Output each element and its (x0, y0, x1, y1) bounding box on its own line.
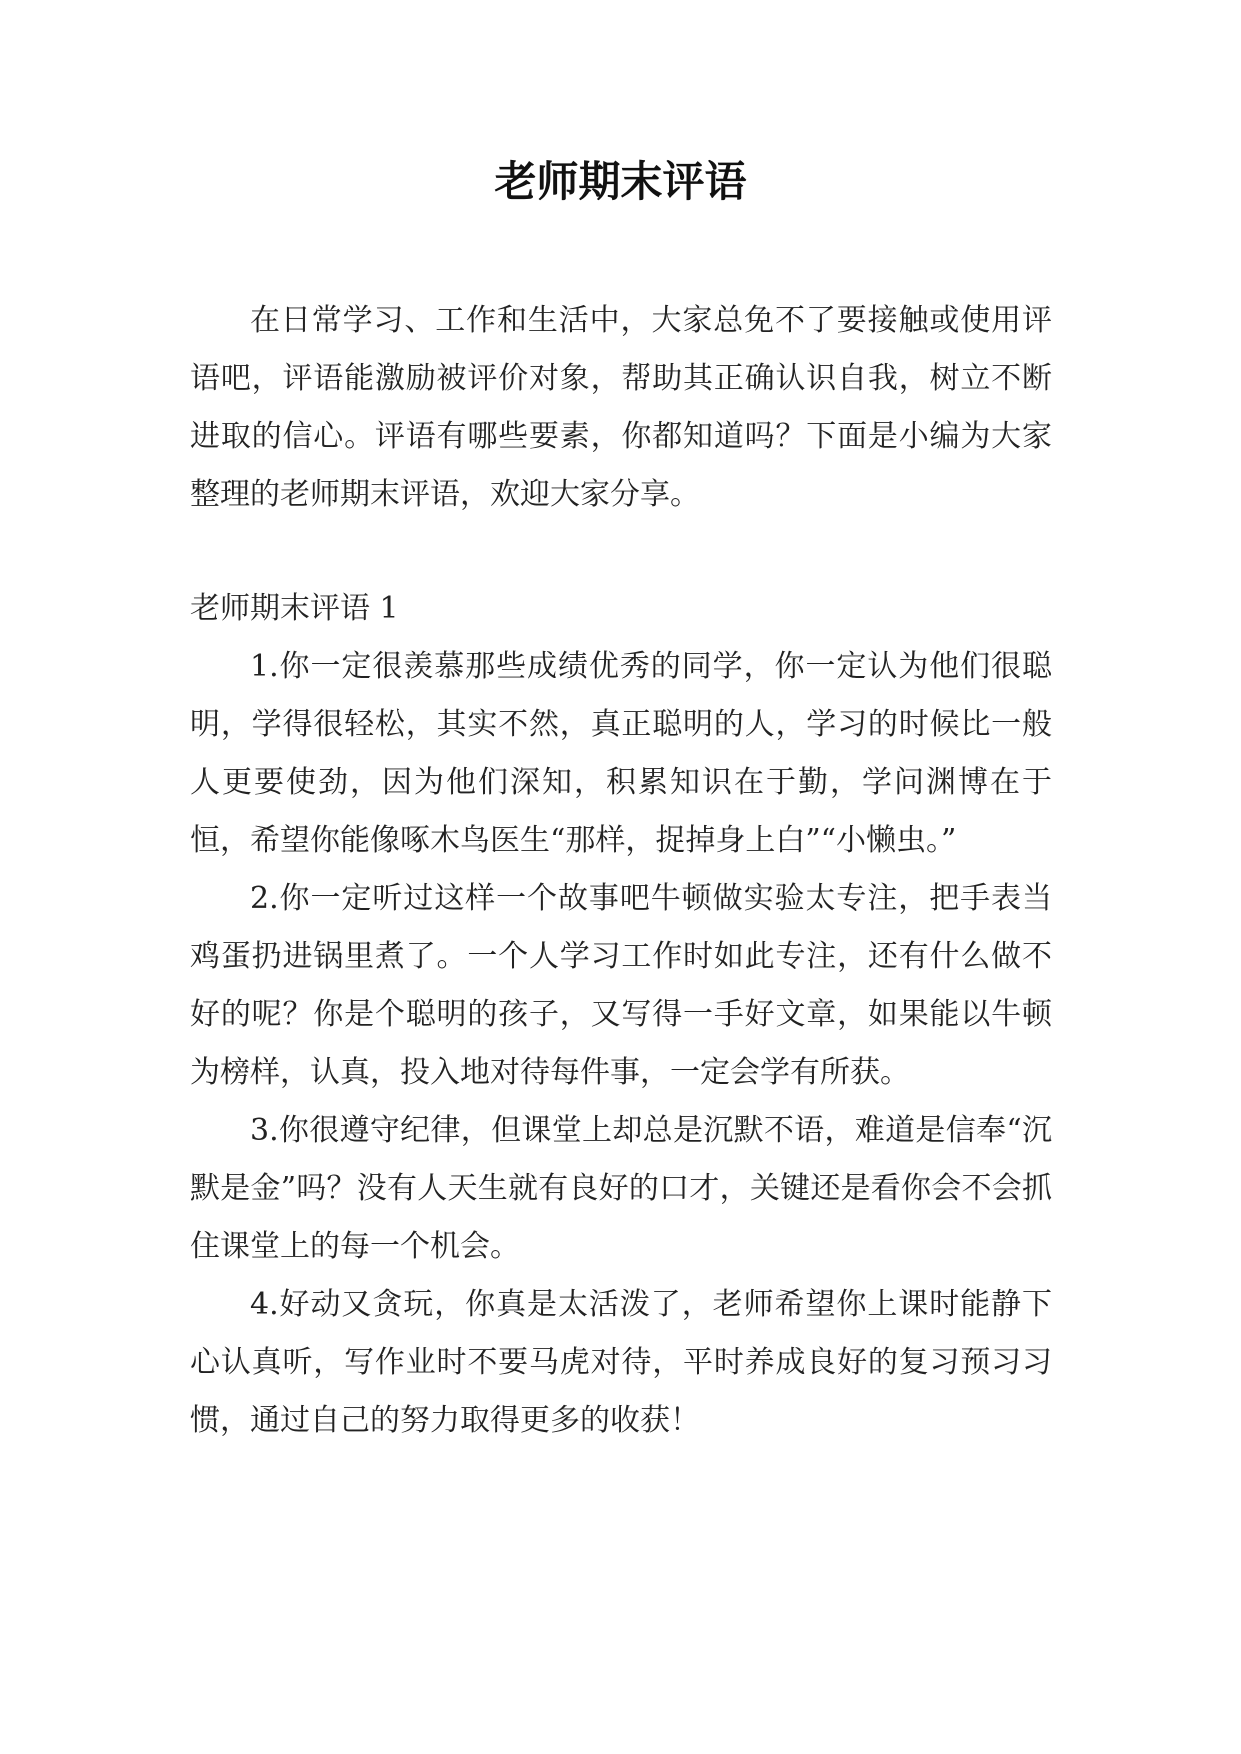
comment-item-4: 4.好动又贪玩，你真是太活泼了，老师希望你上课时能静下心认真听，写作业时不要马虎对待，平时养成良好的复习预习习惯，通过自己的努力取得更多的收获！ (190, 1287, 1052, 1438)
section-heading: 老师期末评语 1 (190, 591, 399, 626)
section-1 (190, 580, 1052, 1450)
intro-paragraph: 在日常学习、工作和生活中，大家总免不了要接触或使用评语吧，评语能激励被评价对象，帮助其正确认识自我，树立不断进取的信心。评语有哪些要素，你都知道吗？下面是小编为大家整理的老师期末评语，欢迎大家分享。 (190, 303, 1052, 512)
comment-item-2: 2.你一定听过这样一个故事吧牛顿做实验太专注，把手表当鸡蛋扔进锅里煮了。一个人学习工作时如此专注，还有什么做不好的呢？你是个聪明的孩子，又写得一手好文章，如果能以牛顿为榜样，认真，投入地对待每件事，一定会学有所获。 (190, 881, 1052, 1090)
intro-block (190, 292, 1052, 524)
comment-item-3: 3.你很遵守纪律，但课堂上却总是沉默不语，难道是信奉“沉默是金”吗？没有人天生就有良好的口才，关键还是看你会不会抓住课堂上的每一个机会。 (190, 1113, 1052, 1264)
document-title: 老师期末评语 (494, 157, 747, 206)
comment-item-1: 1.你一定很羡慕那些成绩优秀的同学，你一定认为他们很聪明，学得很轻松，其实不然，真正聪明的人，学习的时候比一般人更要使劲，因为他们深知，积累知识在于勤，学问渊博在于恒，希望你能像啄木鸟医生“那样，捉掉身上白”“小懒虫。” (190, 649, 1052, 858)
